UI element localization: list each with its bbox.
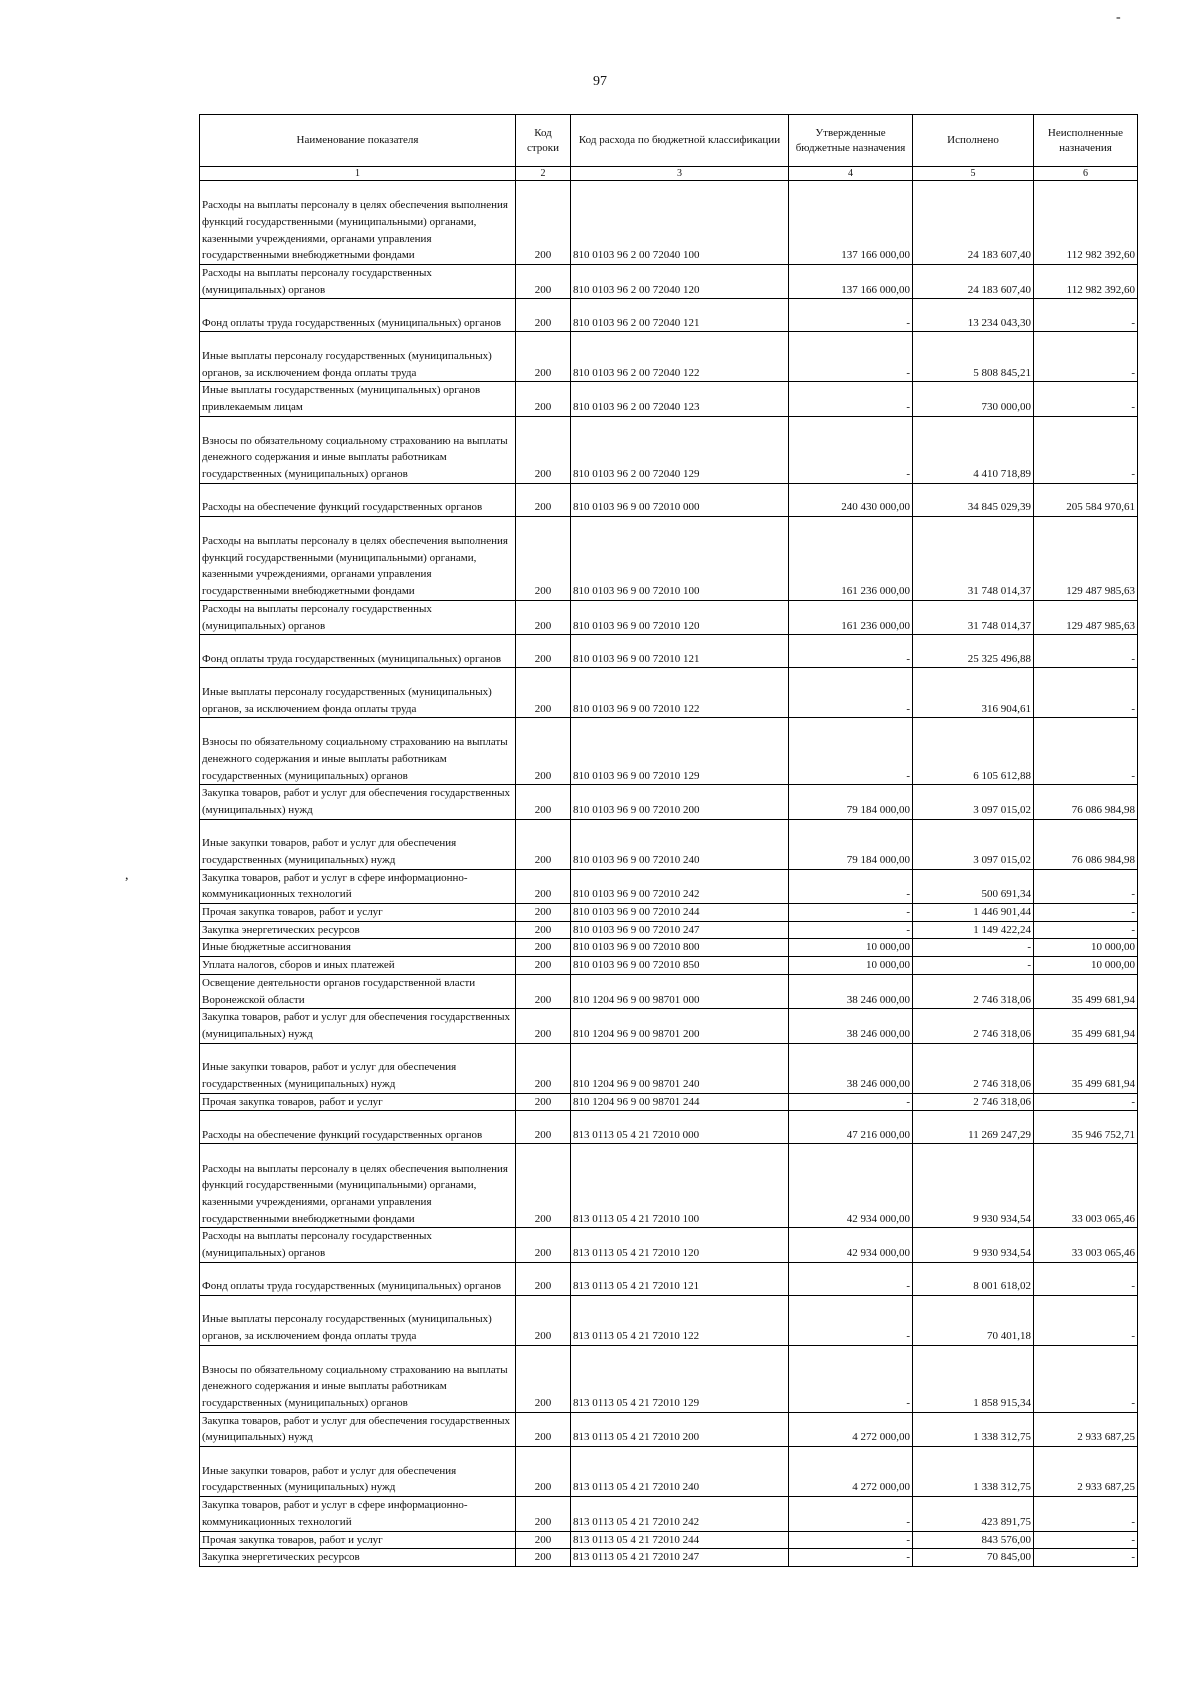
unexecuted-amount: - [1034,869,1138,903]
line-code: 200 [516,1345,571,1412]
approved-amount: - [789,1497,913,1531]
indicator-name: Закупка товаров, работ и услуг в сфере информационно-коммуникационных технологий [200,869,516,903]
line-code: 200 [516,382,571,416]
executed-amount: 2 746 318,06 [913,1043,1034,1093]
approved-amount: 10 000,00 [789,939,913,957]
unexecuted-amount: 10 000,00 [1034,939,1138,957]
approved-amount: - [789,1345,913,1412]
budget-class-code: 813 0113 05 4 21 72010 240 [571,1447,789,1497]
unexecuted-amount: - [1034,635,1138,668]
executed-amount: 1 338 312,75 [913,1447,1034,1497]
approved-amount: 38 246 000,00 [789,1043,913,1093]
approved-amount: - [789,921,913,939]
line-code: 200 [516,516,571,600]
table-row [200,1412,1138,1446]
indicator-name: Иные закупки товаров, работ и услуг для обеспечения государственных (муниципальных) нужд [200,1043,516,1093]
unexecuted-amount: - [1034,1497,1138,1531]
indicator-name: Иные выплаты государственных (муниципальных) органов привлекаемым лицам [200,382,516,416]
executed-amount: 24 183 607,40 [913,181,1034,265]
budget-class-code: 810 0103 96 9 00 72010 244 [571,904,789,922]
approved-amount: 137 166 000,00 [789,181,913,265]
line-code: 200 [516,904,571,922]
line-code: 200 [516,635,571,668]
line-code: 200 [516,1549,571,1567]
budget-class-code: 813 0113 05 4 21 72010 244 [571,1531,789,1549]
header-line-code: Код строки [516,115,571,167]
budget-class-code: 813 0113 05 4 21 72010 242 [571,1497,789,1531]
line-code: 200 [516,869,571,903]
approved-amount: 42 934 000,00 [789,1144,913,1228]
indicator-name: Взносы по обязательному социальному страхованию на выплаты денежного содержания и иные выплаты работникам государственных (муниципальных) органов [200,718,516,785]
budget-class-code: 813 0113 05 4 21 72010 129 [571,1345,789,1412]
indicator-name: Закупка товаров, работ и услуг для обеспечения государственных (муниципальных) нужд [200,1009,516,1043]
budget-class-code: 810 0103 96 2 00 72040 122 [571,332,789,382]
top-mark: - [1116,10,1121,25]
line-code: 200 [516,1093,571,1111]
line-code: 200 [516,1262,571,1295]
approved-amount: 10 000,00 [789,957,913,975]
line-code: 200 [516,1111,571,1144]
unexecuted-amount: 33 003 065,46 [1034,1228,1138,1262]
indicator-name: Расходы на обеспечение функций государственных органов [200,1111,516,1144]
executed-amount: 423 891,75 [913,1497,1034,1531]
budget-class-code: 810 0103 96 9 00 72010 129 [571,718,789,785]
executed-amount: 31 748 014,37 [913,516,1034,600]
indicator-name: Иные выплаты персоналу государственных (муниципальных) органов, за исключением фонда оплаты труда [200,1295,516,1345]
executed-amount: 500 691,34 [913,869,1034,903]
budget-class-code: 810 0103 96 9 00 72010 242 [571,869,789,903]
approved-amount: - [789,416,913,483]
approved-amount: - [789,904,913,922]
table-row [200,1228,1138,1262]
executed-amount: 70 845,00 [913,1549,1034,1567]
indicator-name: Иные закупки товаров, работ и услуг для обеспечения государственных (муниципальных) нужд [200,1447,516,1497]
approved-amount: - [789,635,913,668]
approved-amount: 47 216 000,00 [789,1111,913,1144]
approved-amount: - [789,1549,913,1567]
executed-amount: 31 748 014,37 [913,600,1034,634]
unexecuted-amount: 76 086 984,98 [1034,785,1138,819]
approved-amount: - [789,1262,913,1295]
approved-amount: 38 246 000,00 [789,974,913,1008]
line-code: 200 [516,939,571,957]
table-row [200,332,1138,382]
unexecuted-amount: - [1034,1093,1138,1111]
line-code: 200 [516,668,571,718]
indicator-name: Иные закупки товаров, работ и услуг для обеспечения государственных (муниципальных) нужд [200,819,516,869]
indicator-name: Прочая закупка товаров, работ и услуг [200,904,516,922]
header-executed: Исполнено [913,115,1034,167]
budget-class-code: 813 0113 05 4 21 72010 000 [571,1111,789,1144]
table-row [200,1531,1138,1549]
executed-amount: 4 410 718,89 [913,416,1034,483]
budget-class-code: 810 0103 96 2 00 72040 129 [571,416,789,483]
column-number: 4 [789,167,913,181]
executed-amount: 13 234 043,30 [913,299,1034,332]
table-row [200,1497,1138,1531]
table-body [200,181,1138,1567]
approved-amount: 4 272 000,00 [789,1447,913,1497]
table-row [200,1295,1138,1345]
executed-amount: - [913,957,1034,975]
unexecuted-amount: - [1034,332,1138,382]
table-row [200,785,1138,819]
executed-amount: 843 576,00 [913,1531,1034,1549]
indicator-name: Фонд оплаты труда государственных (муниципальных) органов [200,299,516,332]
unexecuted-amount: - [1034,1345,1138,1412]
line-code: 200 [516,332,571,382]
table-row [200,1549,1138,1567]
unexecuted-amount: 112 982 392,60 [1034,265,1138,299]
budget-class-code: 813 0113 05 4 21 72010 200 [571,1412,789,1446]
line-code: 200 [516,1043,571,1093]
unexecuted-amount: 2 933 687,25 [1034,1412,1138,1446]
indicator-name: Расходы на выплаты персоналу в целях обеспечения выполнения функций государственными (муниципальными) органами, казенными учреждениями, органами управления государственными внебюджетными фондами [200,1144,516,1228]
unexecuted-amount: 205 584 970,61 [1034,483,1138,516]
table-row [200,668,1138,718]
unexecuted-amount: 129 487 985,63 [1034,516,1138,600]
indicator-name: Расходы на выплаты персоналу государственных (муниципальных) органов [200,600,516,634]
executed-amount: 34 845 029,39 [913,483,1034,516]
line-code: 200 [516,921,571,939]
executed-amount: - [913,939,1034,957]
column-number: 6 [1034,167,1138,181]
table-row [200,265,1138,299]
table-row [200,516,1138,600]
budget-class-code: 810 0103 96 2 00 72040 120 [571,265,789,299]
table-row [200,939,1138,957]
table-row [200,1262,1138,1295]
executed-amount: 2 746 318,06 [913,974,1034,1008]
executed-amount: 3 097 015,02 [913,785,1034,819]
approved-amount: 38 246 000,00 [789,1009,913,1043]
line-code: 200 [516,785,571,819]
table-row [200,1093,1138,1111]
table-row [200,1345,1138,1412]
unexecuted-amount: - [1034,1295,1138,1345]
unexecuted-amount: 129 487 985,63 [1034,600,1138,634]
unexecuted-amount: 112 982 392,60 [1034,181,1138,265]
unexecuted-amount: - [1034,416,1138,483]
header-unexecuted: Неисполненные назначения [1034,115,1138,167]
indicator-name: Прочая закупка товаров, работ и услуг [200,1531,516,1549]
indicator-name: Уплата налогов, сборов и иных платежей [200,957,516,975]
unexecuted-amount: 35 946 752,71 [1034,1111,1138,1144]
budget-class-code: 810 0103 96 9 00 72010 100 [571,516,789,600]
budget-class-code: 810 0103 96 9 00 72010 122 [571,668,789,718]
indicator-name: Закупка энергетических ресурсов [200,1549,516,1567]
approved-amount: 4 272 000,00 [789,1412,913,1446]
table-row [200,382,1138,416]
executed-amount: 9 930 934,54 [913,1144,1034,1228]
approved-amount: - [789,1531,913,1549]
table-row [200,921,1138,939]
line-code: 200 [516,974,571,1008]
executed-amount: 1 338 312,75 [913,1412,1034,1446]
approved-amount: 161 236 000,00 [789,600,913,634]
unexecuted-amount: 35 499 681,94 [1034,1043,1138,1093]
unexecuted-amount: 33 003 065,46 [1034,1144,1138,1228]
line-code: 200 [516,299,571,332]
line-code: 200 [516,483,571,516]
budget-class-code: 813 0113 05 4 21 72010 121 [571,1262,789,1295]
indicator-name: Иные бюджетные ассигнования [200,939,516,957]
table-row [200,957,1138,975]
indicator-name: Расходы на выплаты персоналу государственных (муниципальных) органов [200,1228,516,1262]
approved-amount: - [789,332,913,382]
approved-amount: - [789,1295,913,1345]
column-number: 5 [913,167,1034,181]
budget-class-code: 810 0103 96 9 00 72010 850 [571,957,789,975]
approved-amount: - [789,718,913,785]
unexecuted-amount: - [1034,299,1138,332]
indicator-name: Фонд оплаты труда государственных (муниципальных) органов [200,1262,516,1295]
executed-amount: 316 904,61 [913,668,1034,718]
approved-amount: - [789,668,913,718]
executed-amount: 1 149 422,24 [913,921,1034,939]
budget-class-code: 810 0103 96 9 00 72010 121 [571,635,789,668]
line-code: 200 [516,1497,571,1531]
budget-class-code: 810 0103 96 2 00 72040 123 [571,382,789,416]
header-row [200,115,1138,167]
line-code: 200 [516,718,571,785]
executed-amount: 2 746 318,06 [913,1009,1034,1043]
page-number: 97 [593,74,607,89]
unexecuted-amount: 35 499 681,94 [1034,1009,1138,1043]
budget-class-code: 810 1204 96 9 00 98701 200 [571,1009,789,1043]
line-code: 200 [516,819,571,869]
executed-amount: 70 401,18 [913,1295,1034,1345]
table-row [200,819,1138,869]
unexecuted-amount: 10 000,00 [1034,957,1138,975]
executed-amount: 8 001 618,02 [913,1262,1034,1295]
table-row [200,974,1138,1008]
budget-class-code: 813 0113 05 4 21 72010 122 [571,1295,789,1345]
budget-class-code: 813 0113 05 4 21 72010 100 [571,1144,789,1228]
table-row [200,1009,1138,1043]
header-indicator-name: Наименование показателя [200,115,516,167]
budget-class-code: 810 0103 96 9 00 72010 247 [571,921,789,939]
approved-amount: - [789,299,913,332]
budget-class-code: 810 1204 96 9 00 98701 240 [571,1043,789,1093]
indicator-name: Освещение деятельности органов государственной власти Воронежской области [200,974,516,1008]
budget-class-code: 810 0103 96 2 00 72040 100 [571,181,789,265]
header-approved: Утвержденные бюджетные назначения [789,115,913,167]
executed-amount: 730 000,00 [913,382,1034,416]
budget-execution-table [199,114,1138,1567]
column-number: 2 [516,167,571,181]
indicator-name: Фонд оплаты труда государственных (муниципальных) органов [200,635,516,668]
indicator-name: Взносы по обязательному социальному страхованию на выплаты денежного содержания и иные выплаты работникам государственных (муниципальных) органов [200,1345,516,1412]
unexecuted-amount: 76 086 984,98 [1034,819,1138,869]
table-row [200,299,1138,332]
indicator-name: Взносы по обязательному социальному страхованию на выплаты денежного содержания и иные выплаты работникам государственных (муниципальных) органов [200,416,516,483]
executed-amount: 9 930 934,54 [913,1228,1034,1262]
line-code: 200 [516,600,571,634]
executed-amount: 6 105 612,88 [913,718,1034,785]
unexecuted-amount: - [1034,921,1138,939]
budget-class-code: 813 0113 05 4 21 72010 247 [571,1549,789,1567]
approved-amount: - [789,382,913,416]
indicator-name: Закупка товаров, работ и услуг для обеспечения государственных (муниципальных) нужд [200,785,516,819]
executed-amount: 24 183 607,40 [913,265,1034,299]
budget-class-code: 810 1204 96 9 00 98701 000 [571,974,789,1008]
executed-amount: 1 446 901,44 [913,904,1034,922]
indicator-name: Прочая закупка товаров, работ и услуг [200,1093,516,1111]
approved-amount: - [789,869,913,903]
approved-amount: 240 430 000,00 [789,483,913,516]
budget-class-code: 810 0103 96 9 00 72010 120 [571,600,789,634]
indicator-name: Закупка энергетических ресурсов [200,921,516,939]
budget-class-code: 810 0103 96 2 00 72040 121 [571,299,789,332]
executed-amount: 5 808 845,21 [913,332,1034,382]
line-code: 200 [516,1295,571,1345]
table-row [200,635,1138,668]
column-number: 3 [571,167,789,181]
column-number-row [200,167,1138,181]
unexecuted-amount: - [1034,718,1138,785]
column-number: 1 [200,167,516,181]
table-row [200,1144,1138,1228]
table-row [200,1043,1138,1093]
unexecuted-amount: - [1034,904,1138,922]
indicator-name: Закупка товаров, работ и услуг в сфере информационно-коммуникационных технологий [200,1497,516,1531]
margin-mark: , [125,868,129,883]
table-row [200,1111,1138,1144]
executed-amount: 1 858 915,34 [913,1345,1034,1412]
table-row [200,869,1138,903]
approved-amount: 79 184 000,00 [789,819,913,869]
unexecuted-amount: - [1034,1262,1138,1295]
approved-amount: 137 166 000,00 [789,265,913,299]
budget-class-code: 810 0103 96 9 00 72010 000 [571,483,789,516]
executed-amount: 25 325 496,88 [913,635,1034,668]
indicator-name: Расходы на выплаты персоналу в целях обеспечения выполнения функций государственными (муниципальными) органами, казенными учреждениями, органами управления государственными внебюджетными фондами [200,516,516,600]
table-row [200,1447,1138,1497]
executed-amount: 2 746 318,06 [913,1093,1034,1111]
unexecuted-amount: 2 933 687,25 [1034,1447,1138,1497]
unexecuted-amount: - [1034,382,1138,416]
unexecuted-amount: 35 499 681,94 [1034,974,1138,1008]
line-code: 200 [516,1447,571,1497]
table-row [200,904,1138,922]
unexecuted-amount: - [1034,1531,1138,1549]
line-code: 200 [516,1228,571,1262]
table-row [200,416,1138,483]
header-budget-class-code: Код расхода по бюджетной классификации [571,115,789,167]
table-row [200,600,1138,634]
table-row [200,718,1138,785]
line-code: 200 [516,957,571,975]
line-code: 200 [516,181,571,265]
indicator-name: Расходы на обеспечение функций государственных органов [200,483,516,516]
indicator-name: Иные выплаты персоналу государственных (муниципальных) органов, за исключением фонда оплаты труда [200,668,516,718]
line-code: 200 [516,1009,571,1043]
executed-amount: 11 269 247,29 [913,1111,1034,1144]
indicator-name: Расходы на выплаты персоналу государственных (муниципальных) органов [200,265,516,299]
budget-class-code: 810 1204 96 9 00 98701 244 [571,1093,789,1111]
budget-class-code: 813 0113 05 4 21 72010 120 [571,1228,789,1262]
indicator-name: Закупка товаров, работ и услуг для обеспечения государственных (муниципальных) нужд [200,1412,516,1446]
approved-amount: 42 934 000,00 [789,1228,913,1262]
approved-amount: 79 184 000,00 [789,785,913,819]
executed-amount: 3 097 015,02 [913,819,1034,869]
indicator-name: Иные выплаты персоналу государственных (муниципальных) органов, за исключением фонда оплаты труда [200,332,516,382]
line-code: 200 [516,1144,571,1228]
table-row [200,181,1138,265]
table-row [200,483,1138,516]
line-code: 200 [516,1412,571,1446]
approved-amount: - [789,1093,913,1111]
budget-class-code: 810 0103 96 9 00 72010 200 [571,785,789,819]
line-code: 200 [516,1531,571,1549]
line-code: 200 [516,265,571,299]
budget-class-code: 810 0103 96 9 00 72010 800 [571,939,789,957]
approved-amount: 161 236 000,00 [789,516,913,600]
line-code: 200 [516,416,571,483]
indicator-name: Расходы на выплаты персоналу в целях обеспечения выполнения функций государственными (муниципальными) органами, казенными учреждениями, органами управления государственными внебюджетными фондами [200,181,516,265]
unexecuted-amount: - [1034,668,1138,718]
unexecuted-amount: - [1034,1549,1138,1567]
budget-class-code: 810 0103 96 9 00 72010 240 [571,819,789,869]
